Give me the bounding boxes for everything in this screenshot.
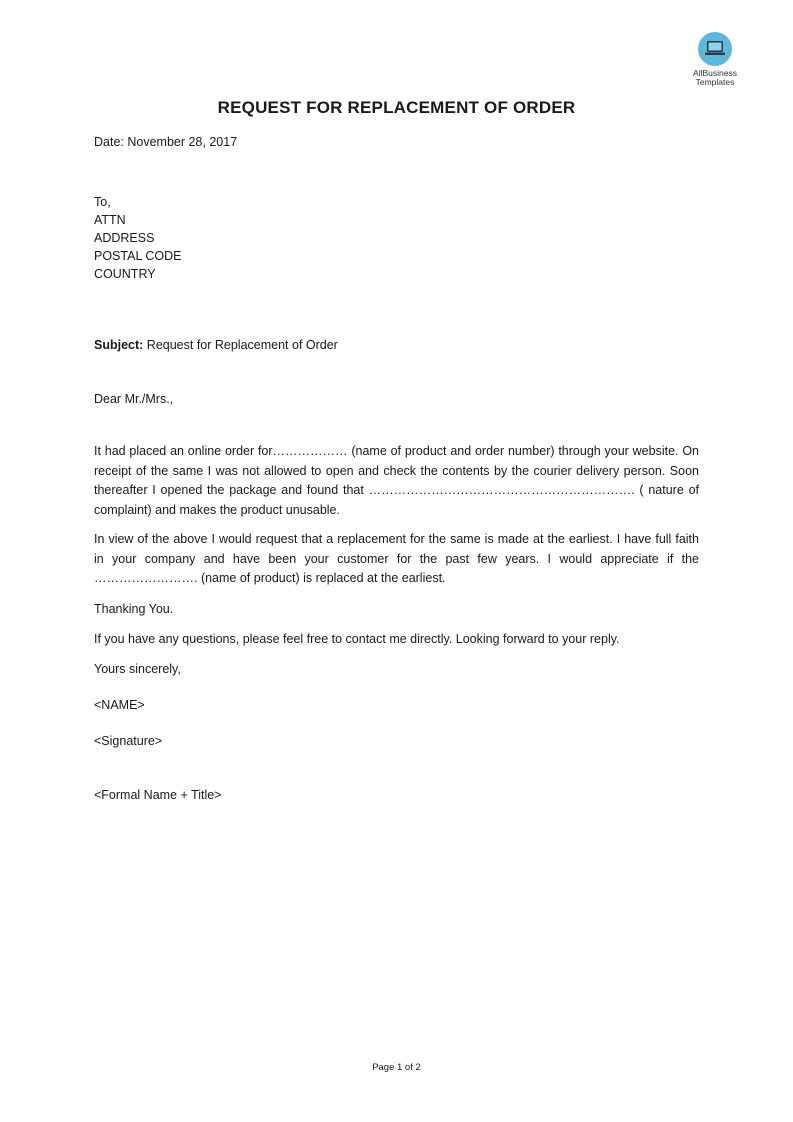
subject-text: Request for Replacement of Order xyxy=(143,338,338,352)
date-line: Date: November 28, 2017 xyxy=(94,135,238,149)
thanks-line: Thanking You. xyxy=(94,602,174,616)
laptop-icon xyxy=(698,32,732,66)
address-line: POSTAL CODE xyxy=(94,249,182,263)
paragraph-1: It had placed an online order for……………… (name of product and order number) through your website. On receipt of the same I was not allowed to open and check the contents by the courier delivery person. Soon thereafter I opened the package and found that ………………………………………………………. ( nature of complaint) and makes the product unusable. xyxy=(94,444,699,517)
logo-line-1: AllBusiness xyxy=(693,68,737,78)
logo-line-2: Templates xyxy=(695,77,735,87)
subject-line xyxy=(94,336,338,354)
address-line: To, xyxy=(94,195,111,209)
logo-text xyxy=(686,69,744,87)
address-line: ATTN xyxy=(94,213,126,227)
brand-logo xyxy=(686,32,744,87)
salutation: Dear Mr./Mrs., xyxy=(94,392,174,406)
paragraph-2: In view of the above I would request that a replacement for the same is made at the earliest. I have full faith in your company and have been your customer for the past few years. I would appreciate if the ……………………. (name of product) is replaced at the earliest. xyxy=(94,532,699,585)
formal-name-title: <Formal Name + Title> xyxy=(94,788,222,802)
sign-off: Yours sincerely, xyxy=(94,662,181,676)
address-line: ADDRESS xyxy=(94,231,155,245)
page-number: Page 1 of 2 xyxy=(372,1062,421,1073)
sender-name: <NAME> xyxy=(94,698,145,712)
document-title: REQUEST FOR REPLACEMENT OF ORDER xyxy=(217,98,576,117)
subject-label: Subject: xyxy=(94,338,144,352)
recipient-address xyxy=(94,193,182,283)
closing-note: If you have any questions, please feel free to contact me directly. Looking forward to your reply. xyxy=(94,632,620,646)
address-line: COUNTRY xyxy=(94,267,156,281)
signature-placeholder: <Signature> xyxy=(94,734,163,748)
